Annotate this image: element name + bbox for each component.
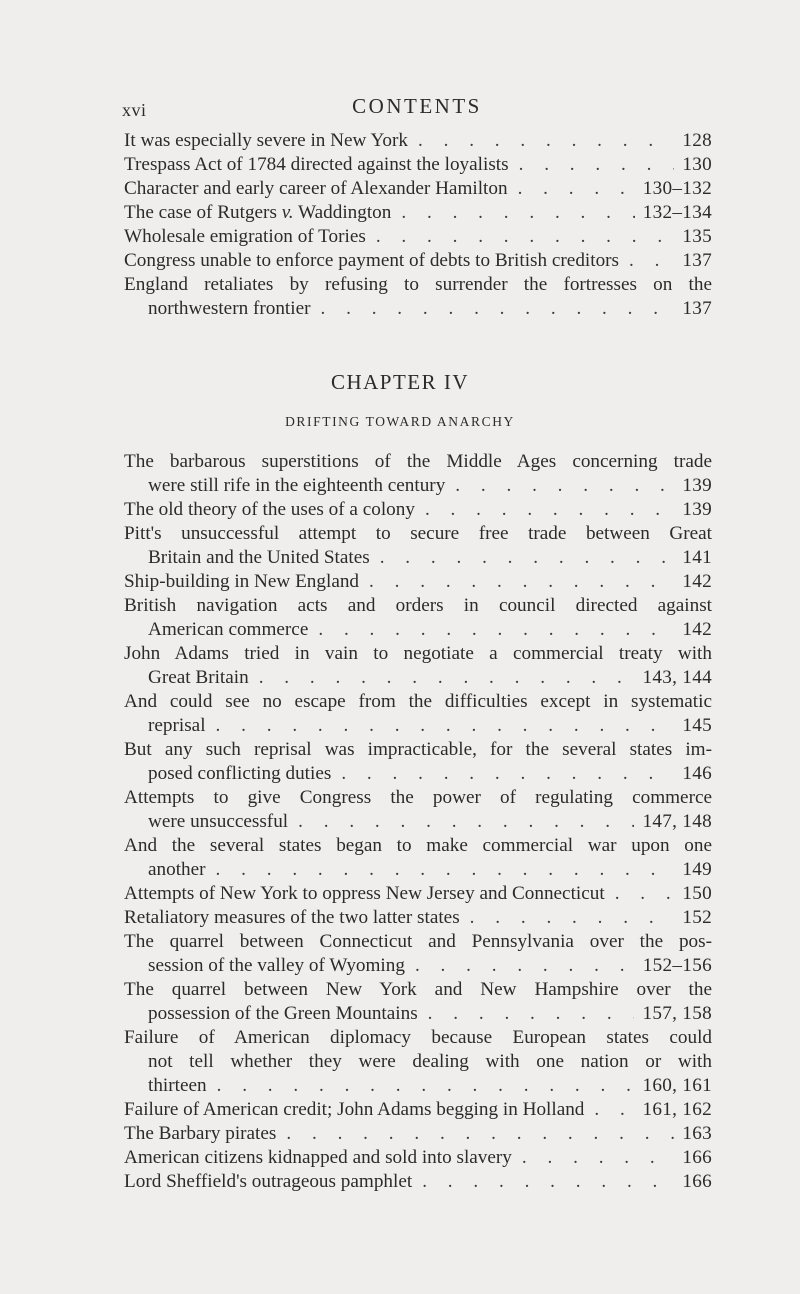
toc-entry-text: American commerce — [148, 619, 309, 640]
toc-entry-text: Great Britain — [148, 667, 249, 688]
toc-entry-text: Retaliatory measures of the two latter states — [124, 907, 460, 928]
toc-entry — [124, 225, 712, 249]
toc-entry-text: The old theory of the uses of a colony — [124, 499, 415, 520]
toc-entry-line — [124, 714, 712, 738]
dot-leader — [276, 1122, 674, 1146]
toc-page-number: 130 — [682, 154, 712, 175]
toc-entry — [124, 249, 712, 273]
toc-entry-line — [124, 1170, 712, 1194]
toc-page-number: 149 — [682, 859, 712, 880]
toc-entry-line — [124, 666, 712, 690]
toc-entry-line — [124, 546, 712, 570]
toc-entry — [124, 690, 712, 738]
dot-leader — [249, 666, 635, 690]
contents-list-chapter-four — [124, 450, 712, 1194]
toc-page-number: 137 — [682, 298, 712, 319]
dot-leader — [584, 1098, 634, 1122]
running-head — [122, 94, 712, 124]
toc-entry-line — [124, 1098, 712, 1122]
toc-entry — [124, 1146, 712, 1170]
toc-page-number: 152–156 — [642, 955, 712, 976]
dot-leader — [207, 1074, 635, 1098]
toc-page-number: 166 — [682, 1147, 712, 1168]
toc-entry-line — [124, 642, 712, 666]
toc-page-number: 152 — [682, 907, 712, 928]
toc-entry-text: were still rife in the eighteenth century — [148, 475, 446, 496]
dot-leader — [408, 129, 674, 153]
toc-entry-line — [124, 297, 712, 321]
toc-entry-text: were unsuccessful — [148, 811, 289, 832]
toc-entry — [124, 930, 712, 978]
dot-leader — [605, 882, 675, 906]
toc-entry-text: session of the valley of Wyoming — [148, 955, 405, 976]
toc-entry-line — [124, 474, 712, 498]
dot-leader — [206, 714, 675, 738]
dot-leader — [206, 858, 675, 882]
toc-entry-text: Failure of American diplomacy because European states could — [124, 1027, 712, 1048]
toc-entry — [124, 450, 712, 498]
dot-leader — [288, 810, 634, 834]
toc-entry-line — [124, 249, 712, 273]
toc-entry — [124, 153, 712, 177]
page-number: xvi — [122, 100, 147, 120]
toc-entry-text: American citizens kidnapped and sold into slavery — [124, 1147, 512, 1168]
toc-page-number: 137 — [682, 250, 712, 271]
toc-entry-text: Ship-building in New England — [124, 571, 360, 592]
toc-entry-line — [124, 882, 712, 906]
toc-entry-text: thirteen — [148, 1075, 207, 1096]
toc-entry-text: It was especially severe in New York — [124, 130, 409, 151]
dot-leader — [460, 906, 675, 930]
toc-entry — [124, 273, 712, 321]
dot-leader — [512, 1146, 674, 1170]
toc-page-number: 132–134 — [642, 202, 712, 223]
toc-entry — [124, 201, 712, 225]
toc-entry-line — [124, 1050, 712, 1074]
toc-entry-text: Character and early career of Alexander Hamilton — [124, 178, 508, 199]
toc-entry-text: British navigation acts and orders in council directed against — [124, 595, 712, 616]
toc-entry-text: The quarrel between Connecticut and Pennsylvania over the pos- — [124, 931, 712, 952]
toc-entry-line — [124, 858, 712, 882]
toc-entry-line — [124, 906, 712, 930]
dot-leader — [445, 474, 674, 498]
toc-page-number: 166 — [682, 1171, 712, 1192]
toc-entry — [124, 834, 712, 882]
versus-abbrev: v. — [281, 202, 294, 223]
toc-entry-text: But any such reprisal was impracticable, for the several states im- — [124, 739, 712, 760]
contents-list-previous-chapter — [124, 129, 712, 321]
toc-entry-text: Attempts to give Congress the power of regulating commerce — [124, 787, 712, 808]
toc-entry-line — [124, 1074, 712, 1098]
toc-entry-text: And could see no escape from the difficulties except in systematic — [124, 691, 712, 712]
chapter-heading: CHAPTER IV — [330, 370, 470, 394]
toc-entry-text: not tell whether they were dealing with one nation or with — [148, 1051, 712, 1072]
page-title: CONTENTS — [352, 94, 482, 118]
toc-entry-text: Britain and the United States — [148, 547, 370, 568]
toc-entry-text: northwestern frontier — [148, 298, 311, 319]
toc-entry-line — [124, 930, 712, 954]
toc-entry-line — [124, 1122, 712, 1146]
toc-page-number: 141 — [682, 547, 712, 568]
dot-leader — [366, 225, 675, 249]
toc-entry-line — [124, 129, 712, 153]
toc-entry — [124, 786, 712, 834]
toc-entry-text: John Adams tried in vain to negotiate a commercial treaty with — [124, 643, 712, 664]
toc-entry — [124, 978, 712, 1026]
toc-entry-line — [124, 225, 712, 249]
toc-entry-line — [124, 522, 712, 546]
toc-entry-text: The case of Rutgers v. Waddington — [124, 202, 392, 223]
toc-entry — [124, 594, 712, 642]
toc-page-number: 146 — [682, 763, 712, 784]
toc-entry-line — [124, 762, 712, 786]
toc-entry-line — [124, 153, 712, 177]
toc-entry-line — [124, 273, 712, 297]
toc-entry-text: The barbarous superstitions of the Middle Ages concerning trade — [124, 451, 712, 472]
dot-leader — [509, 153, 675, 177]
toc-entry-line — [124, 1002, 712, 1026]
dot-leader — [619, 249, 674, 273]
toc-entry-text: reprisal — [148, 715, 206, 736]
toc-page-number: 147, 148 — [642, 811, 712, 832]
toc-entry-line — [124, 786, 712, 810]
dot-leader — [308, 618, 674, 642]
toc-entry — [124, 642, 712, 690]
toc-entry-text: England retaliates by refusing to surrender the fortresses on the — [124, 274, 712, 295]
toc-entry — [124, 1170, 712, 1194]
toc-entry-text: Congress unable to enforce payment of debts to British creditors — [124, 250, 620, 271]
chapter-subtitle: DRIFTING TOWARD ANARCHY — [285, 414, 515, 429]
toc-entry-text: And the several states began to make commercial war upon one — [124, 835, 712, 856]
toc-page-number: 157, 158 — [642, 1003, 712, 1024]
toc-entry-text: Wholesale emigration of Tories — [124, 226, 366, 247]
dot-leader — [415, 498, 674, 522]
toc-entry-text: another — [148, 859, 206, 880]
toc-entry — [124, 177, 712, 201]
dot-leader — [412, 1170, 674, 1194]
toc-entry-line — [124, 738, 712, 762]
toc-entry-text: possession of the Green Mountains — [148, 1003, 418, 1024]
toc-entry — [124, 906, 712, 930]
toc-entry-line — [124, 177, 712, 201]
toc-entry-line — [124, 498, 712, 522]
toc-entry-line — [124, 1026, 712, 1050]
toc-page-number: 160, 161 — [642, 1075, 712, 1096]
toc-page-number: 143, 144 — [642, 667, 712, 688]
toc-entry — [124, 129, 712, 153]
dot-leader — [391, 201, 634, 225]
toc-page-number: 161, 162 — [642, 1099, 712, 1120]
toc-entry-text: Trespass Act of 1784 directed against the loyalists — [124, 154, 509, 175]
toc-page-number: 142 — [682, 571, 712, 592]
toc-entry — [124, 1098, 712, 1122]
toc-entry-line — [124, 810, 712, 834]
toc-page-number: 139 — [682, 499, 712, 520]
dot-leader — [359, 570, 674, 594]
toc-entry-line — [124, 450, 712, 474]
dot-leader — [311, 297, 675, 321]
toc-page-number: 128 — [682, 130, 712, 151]
toc-entry-text: The Barbary pirates — [124, 1123, 277, 1144]
toc-page-number: 163 — [682, 1123, 712, 1144]
toc-entry-text: The quarrel between New York and New Hampshire over the — [124, 979, 712, 1000]
toc-page-number: 142 — [682, 619, 712, 640]
toc-entry — [124, 522, 712, 570]
toc-entry-text: Attempts of New York to oppress New Jersey and Connecticut — [124, 883, 605, 904]
toc-entry-line — [124, 978, 712, 1002]
toc-entry-text: Pitt's unsuccessful attempt to secure free trade between Great — [124, 523, 712, 544]
toc-entry — [124, 738, 712, 786]
toc-page-number: 145 — [682, 715, 712, 736]
toc-entry-line — [124, 570, 712, 594]
toc-entry-line — [124, 834, 712, 858]
dot-leader — [370, 546, 675, 570]
toc-entry-line — [124, 954, 712, 978]
toc-entry-line — [124, 201, 712, 225]
toc-page-number: 139 — [682, 475, 712, 496]
toc-entry-text: Failure of American credit; John Adams begging in Holland — [124, 1099, 585, 1120]
toc-entry-text: Lord Sheffield's outrageous pamphlet — [124, 1171, 413, 1192]
toc-entry — [124, 570, 712, 594]
toc-page-number: 135 — [682, 226, 712, 247]
toc-entry — [124, 882, 712, 906]
toc-entry-line — [124, 1146, 712, 1170]
toc-entry-line — [124, 594, 712, 618]
toc-page-number: 130–132 — [642, 178, 712, 199]
toc-entry — [124, 1122, 712, 1146]
dot-leader — [418, 1002, 635, 1026]
toc-entry — [124, 1026, 712, 1098]
toc-entry-text: posed conflicting duties — [148, 763, 332, 784]
dot-leader — [405, 954, 635, 978]
toc-page-number: 150 — [682, 883, 712, 904]
toc-entry-line — [124, 690, 712, 714]
toc-entry-line — [124, 618, 712, 642]
toc-entry — [124, 498, 712, 522]
dot-leader — [508, 177, 635, 201]
dot-leader — [331, 762, 674, 786]
